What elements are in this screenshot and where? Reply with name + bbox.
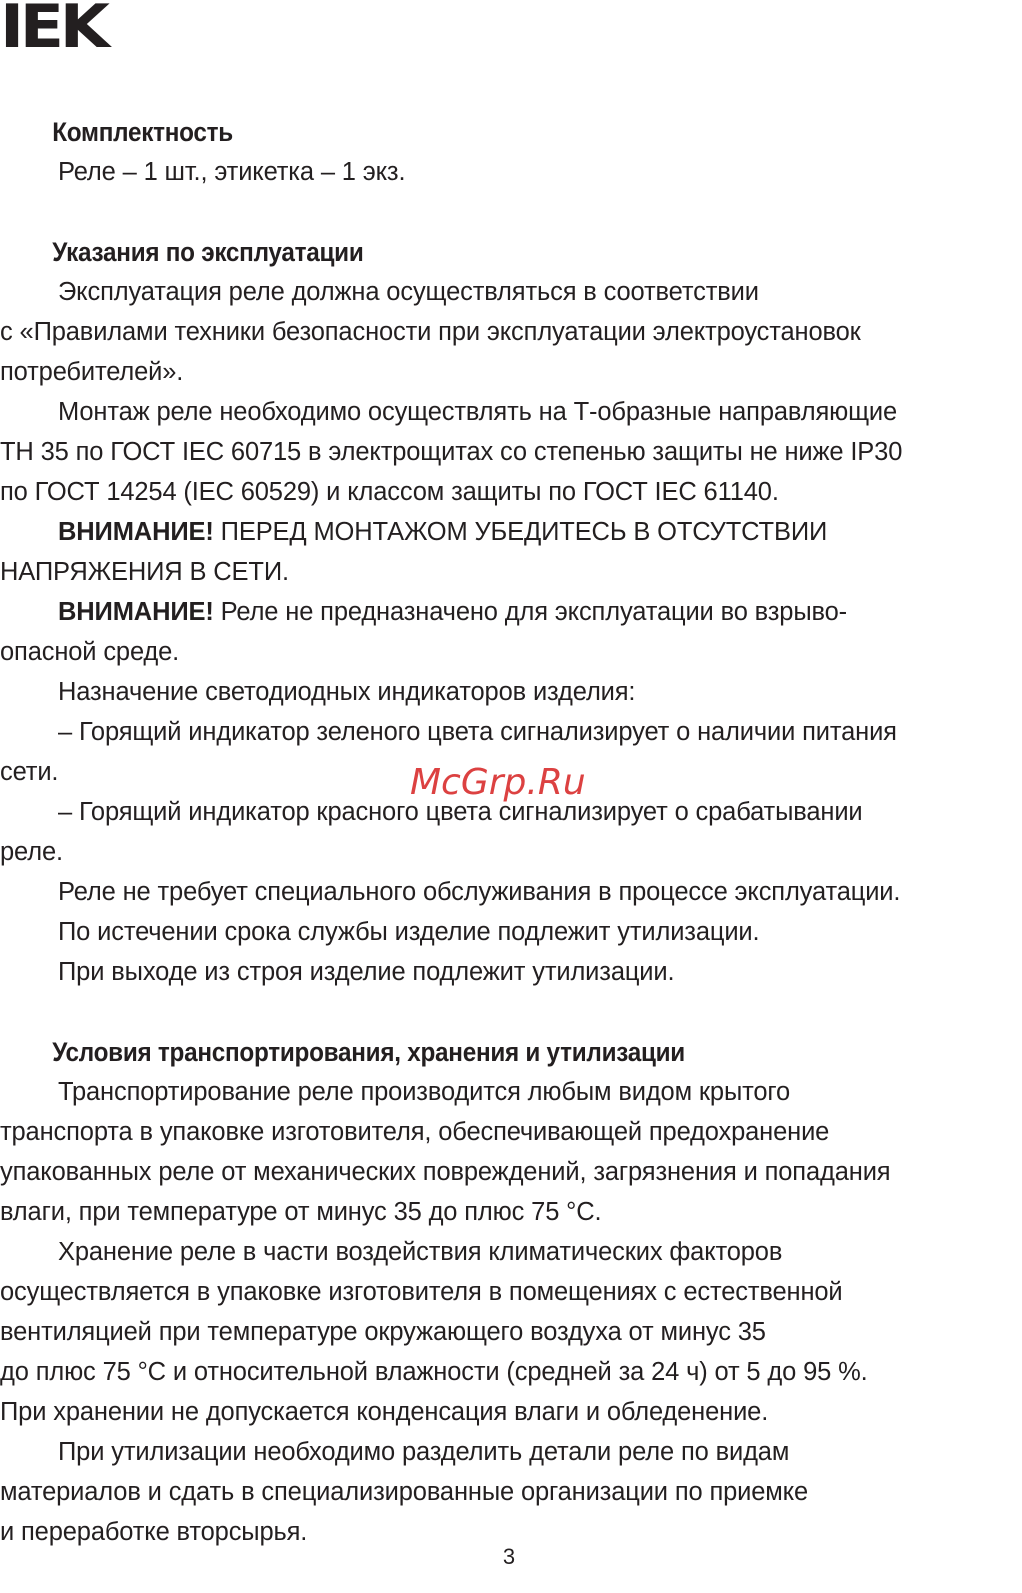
section-kit xyxy=(0,112,1018,192)
section-operation-title: Указания по эксплуатации xyxy=(52,237,364,267)
storage-line: Хранение реле в части воздействия климатических факторов xyxy=(58,1238,783,1266)
storage-line: вентиляцией при температуре окружающего воздуха от минус 35 xyxy=(0,1318,766,1346)
warning-2-line-2: опасной среде. xyxy=(0,638,180,666)
operation-p1-line: с «Правилами техники безопасности при эксплуатации электроустановок xyxy=(0,318,861,346)
warning-2-text: Реле не предназначено для эксплуатации во взрыво- xyxy=(213,598,848,626)
operation-p2-line: ТН 35 по ГОСТ IEC 60715 в электрощитах со степенью защиты не ниже IP30 xyxy=(0,438,903,466)
led-green-line: – Горящий индикатор зеленого цвета сигнализирует о наличии питания xyxy=(58,718,897,746)
warning-1-label: ВНИМАНИЕ! xyxy=(58,518,214,546)
section-kit-title: Комплектность xyxy=(52,117,233,147)
led-red-line: – Горящий индикатор красного цвета сигнализирует о срабатывании xyxy=(58,798,863,826)
warning-1-text: ПЕРЕД МОНТАЖОМ УБЕДИТЕСЬ В ОТСУТСТВИИ xyxy=(213,518,828,546)
failure-text: При выходе из строя изделие подлежит утилизации. xyxy=(58,958,675,986)
storage-line: При хранении не допускается конденсация влаги и обледенение. xyxy=(0,1398,769,1426)
led-red-line: реле. xyxy=(0,838,63,866)
brand-logo-text: IEK xyxy=(0,0,106,62)
utilization-line: материалов и сдать в специализированные организации по приемке xyxy=(0,1478,808,1506)
utilization-line: При утилизации необходимо разделить детали реле по видам xyxy=(58,1438,790,1466)
watermark: McGrp.Ru xyxy=(410,762,586,803)
led-intro: Назначение светодиодных индикаторов изделия: xyxy=(58,678,636,706)
transport-line: упакованных реле от механических повреждений, загрязнения и попадания xyxy=(0,1158,891,1186)
document-body xyxy=(0,112,1018,1552)
spacer xyxy=(0,192,1018,232)
operation-p1-line: потребителей». xyxy=(0,358,184,386)
warning-2 xyxy=(0,592,1018,632)
warning-1 xyxy=(0,512,1018,552)
utilization-line: и переработке вторсырья. xyxy=(0,1518,308,1546)
page-number: 3 xyxy=(502,1544,516,1569)
transport-line: Транспортирование реле производится любым видом крытого xyxy=(58,1078,791,1106)
transport-line: влаги, при температуре от минус 35 до плюс 75 °С. xyxy=(0,1198,602,1226)
spacer xyxy=(0,992,1018,1032)
storage-line: осуществляется в упаковке изготовителя в помещениях с естественной xyxy=(0,1278,843,1306)
section-transport xyxy=(0,1032,1018,1552)
section-transport-title: Условия транспортирования, хранения и утилизации xyxy=(52,1037,685,1067)
warning-2-label: ВНИМАНИЕ! xyxy=(58,598,214,626)
storage-line: до плюс 75 °С и относительной влажности (средней за 24 ч) от 5 до 95 %. xyxy=(0,1358,868,1386)
transport-line: транспорта в упаковке изготовителя, обеспечивающей предохранение xyxy=(0,1118,830,1146)
operation-p2-line: по ГОСТ 14254 (IEC 60529) и классом защиты по ГОСТ IEC 61140. xyxy=(0,478,779,506)
maintenance-text: Реле не требует специального обслуживания в процессе эксплуатации. xyxy=(58,878,901,906)
operation-p1-line: Эксплуатация реле должна осуществляться в соответствии xyxy=(58,278,759,306)
warning-1-line-2: НАПРЯЖЕНИЯ В СЕТИ. xyxy=(0,558,289,586)
operation-p2-line: Монтаж реле необходимо осуществлять на Т-образные направляющие xyxy=(58,398,898,426)
section-operation xyxy=(0,232,1018,992)
led-green-line: сети. xyxy=(0,758,59,786)
kit-text: Реле – 1 шт., этикетка – 1 экз. xyxy=(58,158,406,186)
brand-logo xyxy=(0,0,106,62)
end-of-life-text: По истечении срока службы изделие подлежит утилизации. xyxy=(58,918,760,946)
